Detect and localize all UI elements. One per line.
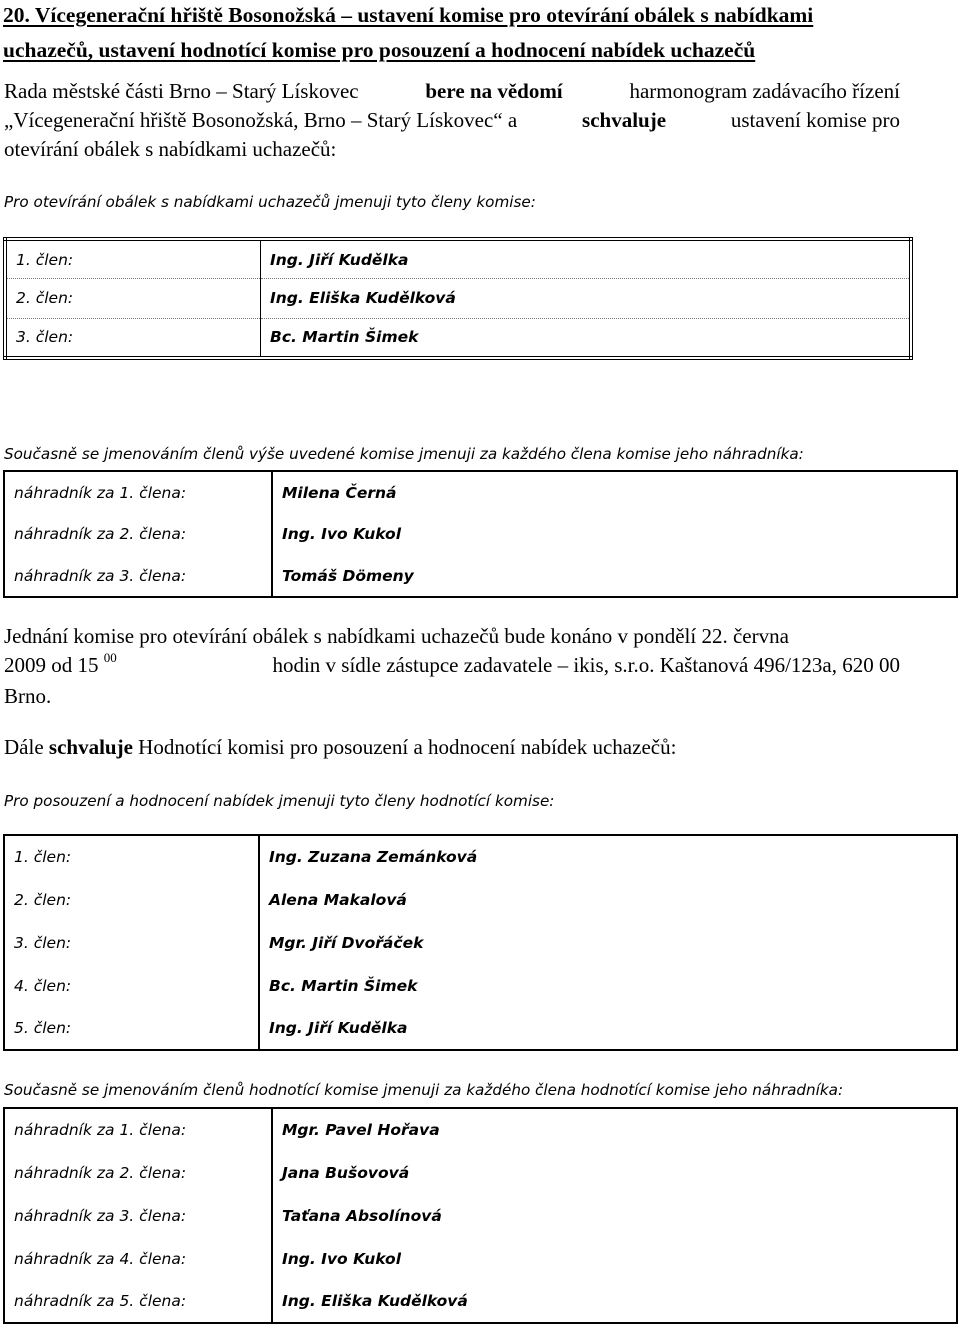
- member-name: Ing. Jiří Kudělka: [269, 1019, 408, 1037]
- opening-substitutes-table: [3, 470, 958, 598]
- table-row: [4, 921, 957, 964]
- substitute-name: Ing. Ivo Kukol: [282, 1249, 402, 1268]
- member-name: Ing. Zuzana Zemánková: [269, 848, 478, 866]
- member-label: 2. člen:: [5, 279, 261, 319]
- meeting-line-2: 2009 od 15 $^{00}$ hodin v sídle zástupce zadavatele – ikis, s.r.o. Kaštanová 496/123a, 620 00: [4, 650, 900, 677]
- substitute-name: Ing. Ivo Kukol: [282, 525, 402, 543]
- heading-line-2: uchazečů, ustavení hodnotící komise pro posouzení a hodnocení nabídek uchazečů: [3, 38, 756, 62]
- table-row: [4, 513, 957, 555]
- evaluation-committee-intro: Pro posouzení a hodnocení nabídek jmenuji tyto členy hodnotící komise:: [4, 792, 555, 810]
- evaluation-committee-table: [3, 834, 958, 1051]
- table-row: [4, 471, 957, 513]
- table-row: [5, 239, 911, 279]
- opening-committee-intro: Pro otevírání obálek s nabídkami uchazečů jmenuji tyto členy komise:: [4, 193, 536, 211]
- substitute-label: náhradník za 3. člena:: [4, 555, 272, 597]
- substitute-label: náhradník za 2. člena:: [4, 1151, 272, 1194]
- substitute-name: Mgr. Pavel Hořava: [282, 1121, 440, 1139]
- evaluation-substitutes-table: [3, 1107, 958, 1324]
- intro-line-1: Rada městské části Brno – Starý Lískovec bere na vědomí harmonogram zadávacího řízení: [4, 77, 900, 106]
- section-heading: [3, 0, 902, 66]
- approval-emphasis: schvaluje: [48, 735, 133, 759]
- approval-line: Dále schvaluje Hodnotící komisi pro posouzení a hodnocení nabídek uchazečů:: [4, 735, 677, 759]
- member-name: Alena Makalová: [269, 890, 407, 909]
- heading-line-1: 20. Vícegenerační hřiště Bosonožská – ustavení komise pro otevírání obálek s nabídkami: [3, 3, 814, 27]
- table-row: [4, 964, 957, 1007]
- member-label: 4. člen:: [4, 964, 259, 1007]
- intro-line-3: otevírání obálek s nabídkami uchazečů:: [4, 137, 337, 161]
- opening-substitutes-intro: Současně se jmenováním členů výše uvedené komise jmenuji za každého člena komise jeho náhradníka:: [4, 445, 804, 463]
- table-row: [5, 318, 911, 358]
- substitute-name: Milena Černá: [282, 483, 397, 502]
- member-name: Ing. Eliška Kudělková: [261, 279, 912, 319]
- opening-committee-table: [3, 237, 913, 360]
- table-row: [4, 555, 957, 597]
- member-label: 3. člen:: [4, 921, 259, 964]
- substitute-label: náhradník za 1. člena:: [4, 1108, 272, 1151]
- member-label: 1. člen:: [4, 835, 259, 878]
- table-row: [4, 1194, 957, 1237]
- substitute-label: náhradník za 3. člena:: [4, 1194, 272, 1237]
- substitute-name: Ing. Eliška Kudělková: [282, 1292, 468, 1310]
- member-name: Mgr. Jiří Dvořáček: [269, 933, 424, 952]
- evaluation-substitutes-intro: Současně se jmenováním členů hodnotící komise jmenuji za každého člena hodnotící komise jeho náhradníka:: [4, 1081, 844, 1099]
- meeting-line-1: Jednání komise pro otevírání obálek s nabídkami uchazečů bude konáno v pondělí 22. června: [4, 624, 789, 648]
- substitute-label: náhradník za 4. člena:: [4, 1237, 272, 1280]
- substitute-name: Tomáš Dömeny: [282, 566, 414, 585]
- member-name: Bc. Martin Šimek: [269, 976, 418, 995]
- substitute-label: náhradník za 1. člena:: [4, 471, 272, 513]
- table-row: [4, 1151, 957, 1194]
- substitute-name: Jana Bušovová: [282, 1163, 410, 1182]
- intro-emphasis-acknowledge: bere na vědomí: [425, 79, 563, 103]
- table-row: [4, 1007, 957, 1050]
- time-superscript: 00: [103, 650, 117, 665]
- member-name: Ing. Jiří Kudělka: [261, 239, 912, 279]
- table-row: [5, 279, 911, 319]
- meeting-paragraph: [4, 622, 900, 711]
- table-row: [4, 835, 957, 878]
- table-row: [4, 878, 957, 921]
- member-name: Bc. Martin Šimek: [270, 328, 419, 347]
- substitute-label: náhradník za 5. člena:: [4, 1280, 272, 1323]
- meeting-line-3: Brno.: [4, 684, 52, 708]
- table-row: [4, 1280, 957, 1323]
- intro-line-2: „Vícegenerační hřiště Bosonožská, Brno – Starý Lískovec“ a schvaluje ustavení komise pro: [4, 106, 900, 135]
- member-label: 3. člen:: [5, 318, 261, 358]
- member-label: 5. člen:: [4, 1007, 259, 1050]
- table-row: [4, 1237, 957, 1280]
- member-label: 1. člen:: [5, 239, 261, 279]
- substitute-name: Taťana Absolínová: [282, 1206, 442, 1225]
- intro-paragraph: [4, 77, 900, 164]
- substitute-label: náhradník za 2. člena:: [4, 513, 272, 555]
- table-row: [4, 1108, 957, 1151]
- intro-emphasis-approve: schvaluje: [582, 108, 667, 132]
- member-label: 2. člen:: [4, 878, 259, 921]
